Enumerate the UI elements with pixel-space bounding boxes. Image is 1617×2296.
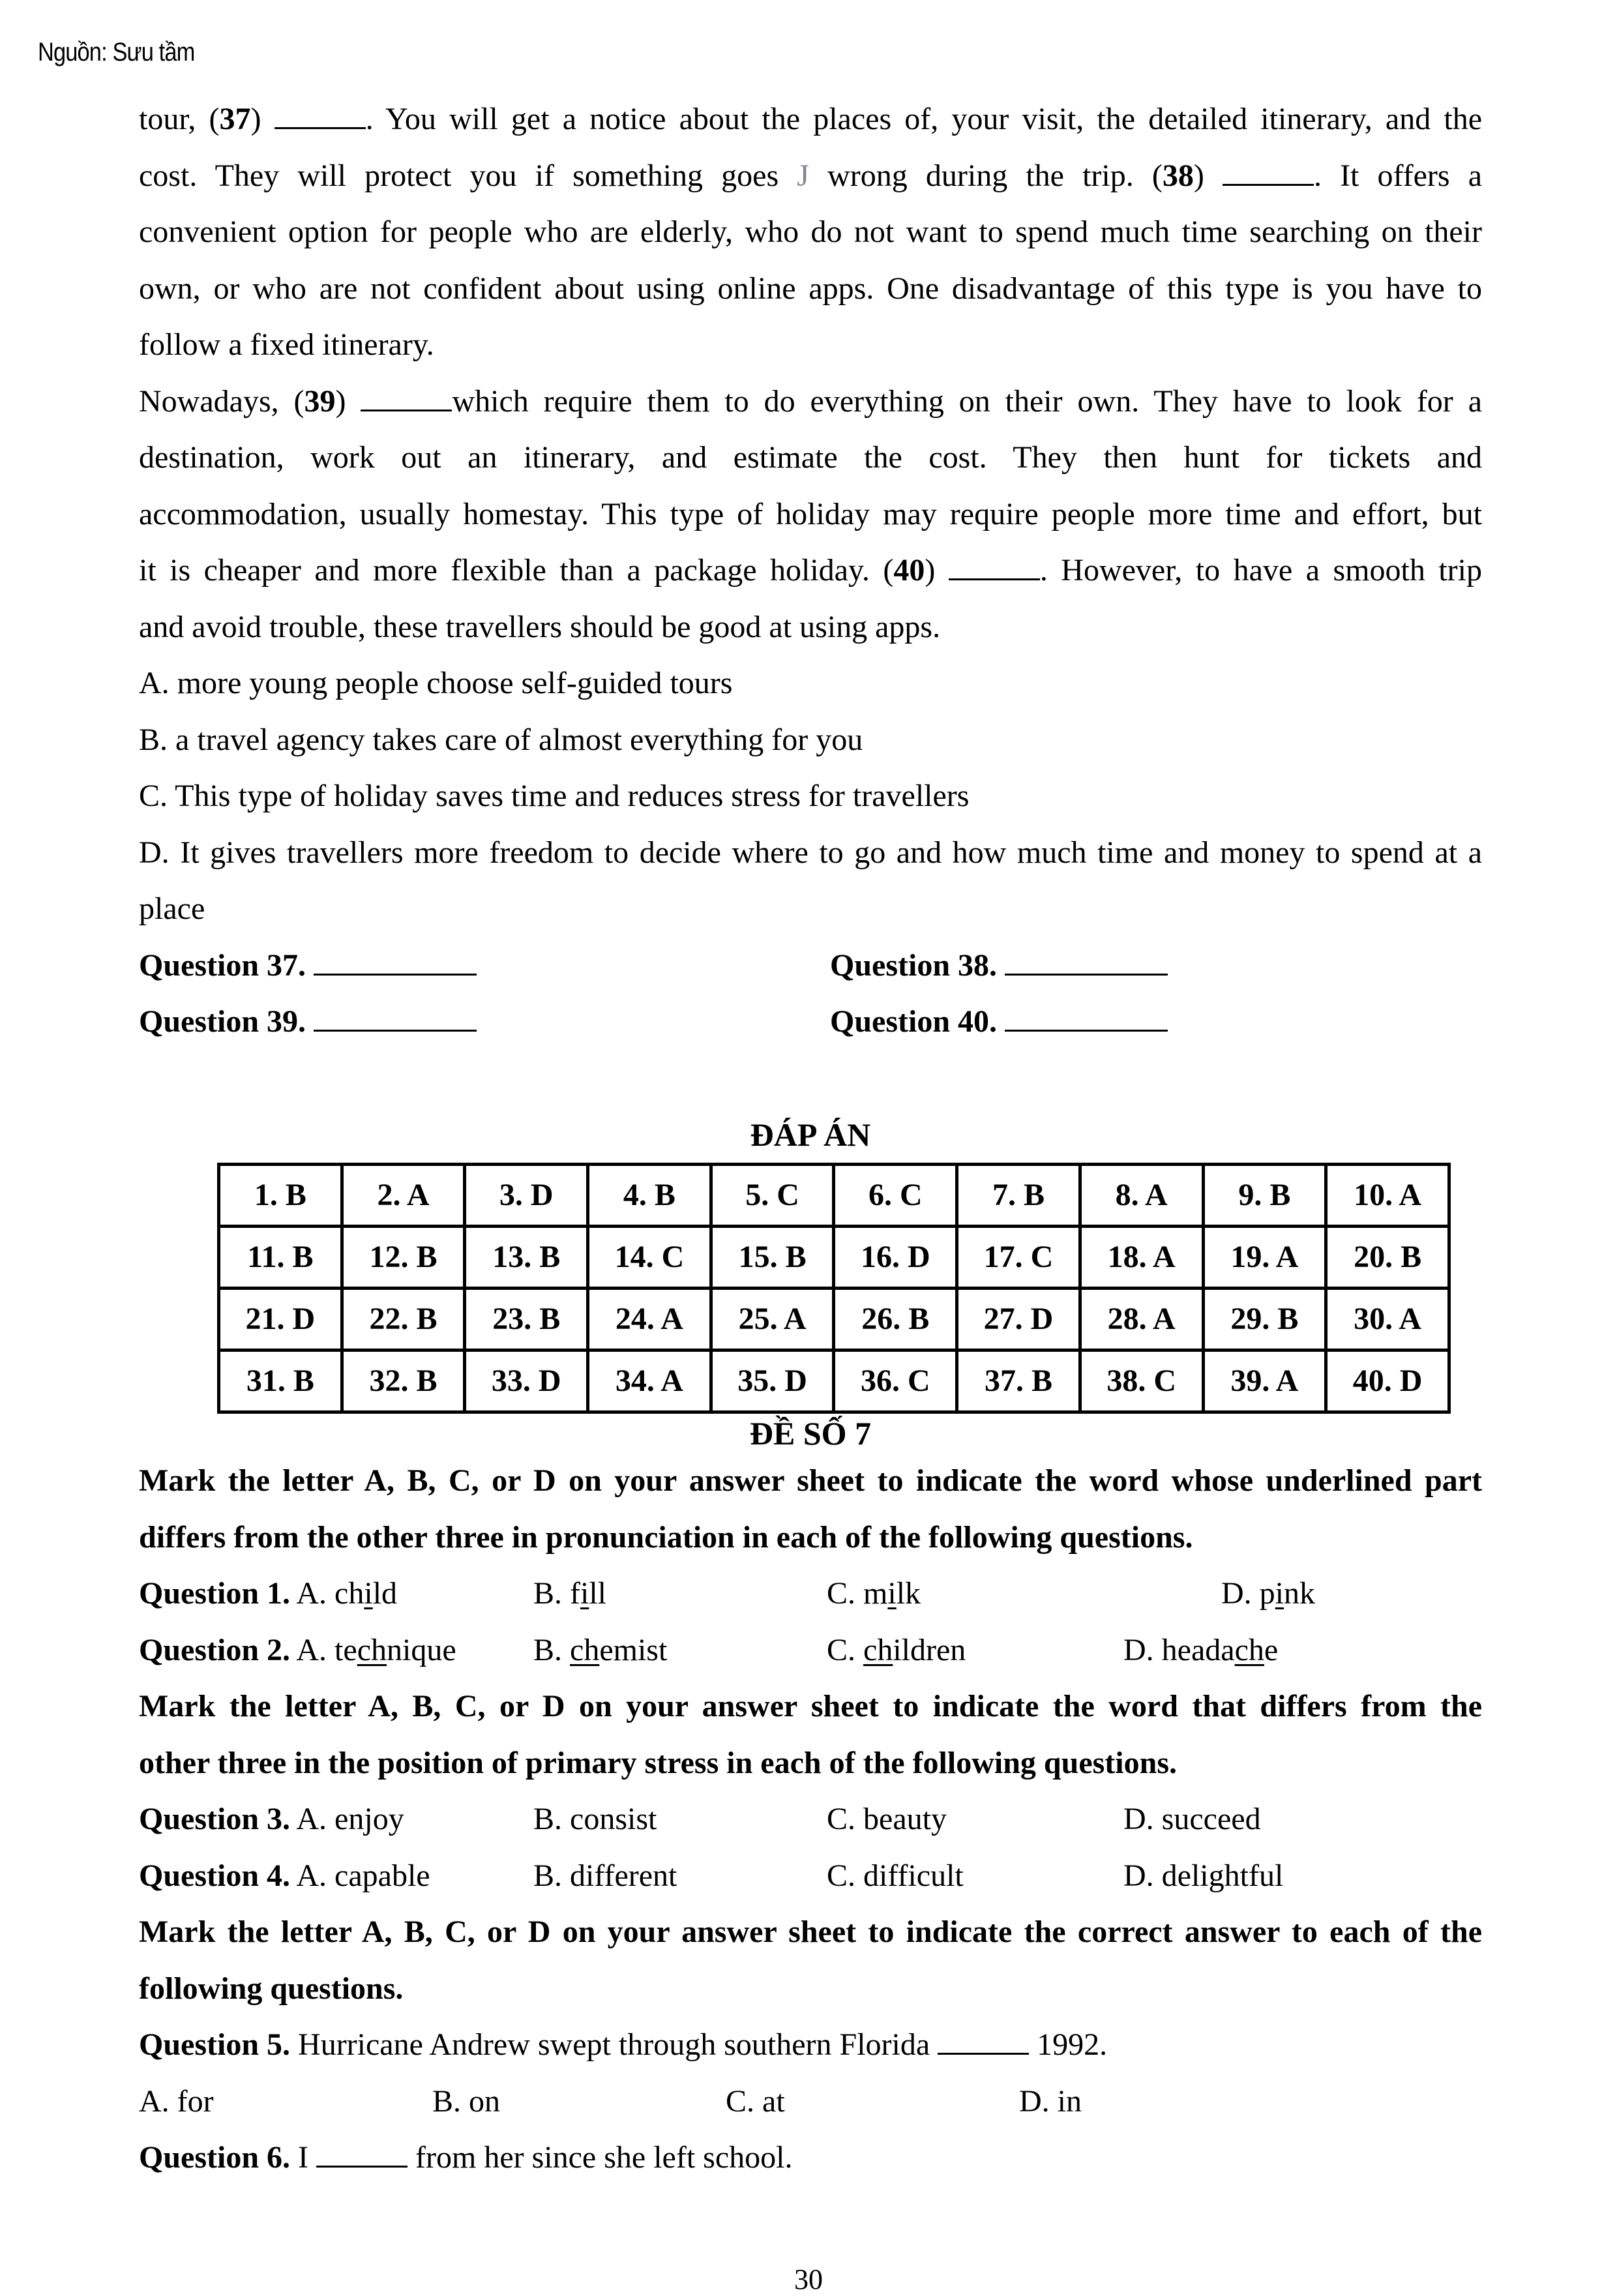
answer-line-38[interactable]: Question 38. (830, 938, 1482, 994)
answer-key-cell: 8. A (1080, 1165, 1203, 1227)
answer-key-cell: 20. B (1326, 1227, 1449, 1289)
option-a: A. more young people choose self-guided tours (139, 666, 733, 700)
passage-line: cost. They will protect you if something goes J wrong during the trip. (38) . It offers a (139, 148, 1482, 205)
question-label: Question 1. (139, 1576, 291, 1611)
answer-key-row (219, 1289, 1449, 1350)
answer-key-cell: 30. A (1326, 1289, 1449, 1350)
question-4 (139, 1848, 1482, 1905)
q6-blank[interactable] (316, 2134, 408, 2168)
answer-key-cell: 18. A (1080, 1227, 1203, 1289)
test-title: ĐỀ SỐ 7 (749, 1415, 872, 1452)
passage-line: tour, (37) . You will get a notice about the places of, your visit, the detailed itinerary, and the (139, 91, 1482, 148)
option-d-continued: place (139, 891, 205, 926)
answer-key-cell: 37. B (957, 1350, 1080, 1412)
gap-number-37: 37 (219, 102, 251, 136)
answer-key-cell: 25. A (711, 1289, 834, 1350)
q2-option-d[interactable]: D. headache (1123, 1632, 1279, 1667)
answer-blank[interactable] (1005, 942, 1168, 976)
gap-number-39: 39 (304, 383, 336, 419)
gap-blank-40 (949, 547, 1040, 580)
answer-key-cell: 26. B (834, 1289, 957, 1350)
passage-line: it is cheaper and more flexible than a package holiday. (40) . However, to have a smooth trip (139, 543, 1482, 599)
answer-key-cell: 22. B (342, 1289, 465, 1350)
answer-key-cell: 12. B (342, 1227, 465, 1289)
answer-key-cell: 31. B (219, 1350, 342, 1412)
question-3 (139, 1791, 1482, 1848)
answer-line-40[interactable]: Question 40. (830, 994, 1482, 1051)
question-5: Question 5. Hurricane Andrew swept through southern Florida 1992. (139, 2017, 1482, 2074)
gap-number-40: 40 (893, 553, 925, 588)
q1-option-b[interactable]: B. fill (533, 1576, 607, 1611)
passage-line: accommodation, usually homestay. This type of holiday may require people more time and effort, but (139, 496, 1482, 531)
question-label: Question 6. (139, 2140, 291, 2175)
option-d: D. It gives travellers more freedom to decide where to go and how much time and money to spend at a (139, 835, 1482, 870)
passage-paragraph-2 (139, 374, 1482, 656)
q2-option-c[interactable]: C. children (827, 1632, 966, 1667)
question-label: Question 2. (139, 1632, 291, 1667)
answer-key-table (217, 1163, 1451, 1414)
answer-key-cell: 39. A (1203, 1350, 1326, 1412)
q3-option-b[interactable]: B. consist (533, 1802, 657, 1836)
option-b: B. a travel agency takes care of almost everything for you (139, 722, 863, 757)
answer-key-cell: 15. B (711, 1227, 834, 1289)
q3-option-d[interactable]: D. succeed (1123, 1802, 1261, 1836)
instruction-stress: Mark the letter A, B, C, or D on your answer sheet to indicate the word that differs from the (139, 1689, 1482, 1723)
source-label: Nguồn: Sưu tầm (38, 38, 195, 67)
answer-key-cell: 29. B (1203, 1289, 1326, 1350)
gap-blank-37 (274, 96, 366, 129)
answer-key-cell: 13. B (465, 1227, 588, 1289)
q5-option-d[interactable]: D. in (1019, 2083, 1082, 2119)
question-5-options (139, 2074, 1482, 2130)
q4-option-a[interactable]: A. capable (296, 1858, 430, 1893)
answer-key-title: ĐÁP ÁN (750, 1116, 871, 1153)
answer-key-row (219, 1227, 1449, 1289)
passage-line: convenient option for people who are elderly, who do not want to spend much time searching on their (139, 215, 1482, 249)
answer-key-cell: 2. A (342, 1165, 465, 1227)
gap-blank-39 (361, 378, 452, 411)
document-page (139, 91, 1482, 2186)
answer-key-row (219, 1165, 1449, 1227)
answer-key-cell: 21. D (219, 1289, 342, 1350)
answer-key-cell: 27. D (957, 1289, 1080, 1350)
answer-key-cell: 19. A (1203, 1227, 1326, 1289)
answer-key-cell: 36. C (834, 1350, 957, 1412)
passage-line: own, or who are not confident about using online apps. One disadvantage of this type is you have to (139, 271, 1482, 306)
q5-blank[interactable] (938, 2021, 1029, 2055)
page-number: 30 (794, 2263, 823, 2295)
q1-option-c[interactable]: C. milk (827, 1576, 921, 1611)
answer-line-39[interactable]: Question 39. (139, 994, 830, 1051)
q5-option-c[interactable]: C. at (726, 2083, 785, 2119)
question-label: Question 3. (139, 1802, 291, 1836)
question-6: Question 6. I from her since she left school. (139, 2130, 1482, 2186)
passage-line: and avoid trouble, these travellers should be good at using apps. (139, 609, 941, 644)
instruction-correct-answer: Mark the letter A, B, C, or D on your answer sheet to indicate the correct answer to each of the (139, 1915, 1482, 1949)
answer-key-cell: 9. B (1203, 1165, 1326, 1227)
gap-blank-38 (1223, 153, 1314, 186)
question-2 (139, 1622, 1482, 1679)
answer-key-cell: 17. C (957, 1227, 1080, 1289)
passage-line: follow a fixed itinerary. (139, 327, 434, 362)
q1-option-a[interactable]: A. child (296, 1576, 398, 1611)
gap-number-38: 38 (1162, 158, 1194, 193)
instruction-pronunciation: Mark the letter A, B, C, or D on your answer sheet to indicate the word whose underlined part (139, 1463, 1482, 1498)
answer-key-cell: 34. A (588, 1350, 711, 1412)
answer-key-cell: 38. C (1080, 1350, 1203, 1412)
instruction-correct-answer-cont: following questions. (139, 1971, 404, 2006)
q5-option-b[interactable]: B. on (432, 2083, 501, 2119)
answer-key-cell: 14. C (588, 1227, 711, 1289)
answer-key-row (219, 1350, 1449, 1412)
q4-option-c[interactable]: C. difficult (827, 1858, 964, 1893)
answer-key-cell: 23. B (465, 1289, 588, 1350)
passage-paragraph-1 (139, 91, 1482, 374)
answer-key-cell: 35. D (711, 1350, 834, 1412)
answer-key-cell: 5. C (711, 1165, 834, 1227)
stray-mark: J (797, 158, 809, 193)
answer-key-cell: 1. B (219, 1165, 342, 1227)
question-1 (139, 1566, 1482, 1622)
answer-key-cell: 16. D (834, 1227, 957, 1289)
answer-key-cell: 6. C (834, 1165, 957, 1227)
answer-line-37[interactable]: Question 37. (139, 938, 830, 994)
answer-key-cell: 33. D (465, 1350, 588, 1412)
option-c: C. This type of holiday saves time and reduces stress for travellers (139, 779, 970, 813)
answer-key-cell: 4. B (588, 1165, 711, 1227)
answer-key-cell: 3. D (465, 1165, 588, 1227)
question-label: Question 4. (139, 1858, 291, 1893)
answer-key-cell: 10. A (1326, 1165, 1449, 1227)
q3-option-a[interactable]: A. enjoy (296, 1802, 404, 1836)
answer-lines (139, 938, 1482, 1051)
answer-blank[interactable] (314, 942, 477, 976)
question-label: Question 5. (139, 2027, 291, 2062)
q4-option-d[interactable]: D. delightful (1123, 1858, 1284, 1893)
instruction-stress-cont: other three in the position of primary stress in each of the following questions. (139, 1745, 1177, 1780)
passage-line: Nowadays, (39) which require them to do everything on their own. They have to look for a (139, 374, 1482, 430)
answer-key-cell: 24. A (588, 1289, 711, 1350)
answer-key-cell: 40. D (1326, 1350, 1449, 1412)
answer-key-cell: 11. B (219, 1227, 342, 1289)
passage-options (139, 655, 1482, 938)
q3-option-c[interactable]: C. beauty (827, 1802, 947, 1836)
instruction-pronunciation-cont: differs from the other three in pronunciation in each of the following questions. (139, 1519, 1193, 1555)
answer-blank[interactable] (314, 998, 477, 1032)
answer-blank[interactable] (1005, 998, 1168, 1032)
q2-option-b[interactable]: B. chemist (533, 1632, 668, 1667)
answer-key-cell: 7. B (957, 1165, 1080, 1227)
q5-option-a[interactable]: A. for (139, 2083, 214, 2119)
passage-line: destination, work out an itinerary, and estimate the cost. They then hunt for tickets and (139, 440, 1482, 475)
answer-key-cell: 32. B (342, 1350, 465, 1412)
q2-option-a[interactable]: A. technique (296, 1632, 456, 1667)
answer-key-cell: 28. A (1080, 1289, 1203, 1350)
q4-option-b[interactable]: B. different (533, 1858, 677, 1893)
q1-option-d[interactable]: D. pink (1221, 1576, 1316, 1611)
